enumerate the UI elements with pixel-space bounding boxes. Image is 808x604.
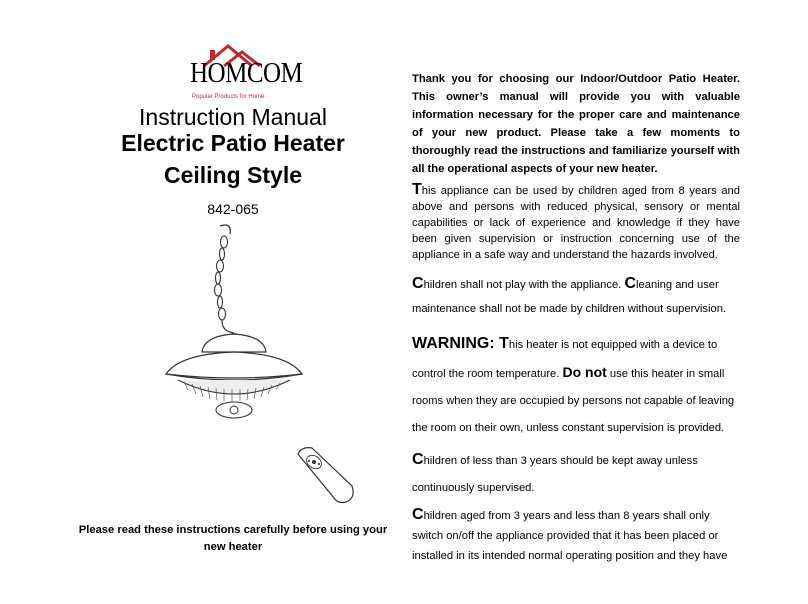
paragraph-text: his heater is not equipped with a device to control the room temperature. [412, 339, 718, 380]
paragraph-text: hildren shall not play with the appliance. [423, 279, 625, 291]
drop-cap: C [624, 275, 637, 292]
intro-panel [412, 0, 740, 604]
warning-line [412, 330, 740, 442]
title-instruction-manual: Instruction Manual [139, 104, 327, 130]
note-line-2: new heater [203, 541, 263, 553]
drop-cap: T [412, 181, 422, 198]
homcom-logo [190, 40, 303, 106]
paragraph-text: use this heater in small rooms when they are occupied by persons not capable of leaving the room on their own, unless constant supervision is provided. [412, 368, 735, 434]
logo-brand: HOMCOM [190, 58, 303, 90]
paragraph-text: hildren of less than 3 years should be kept away unless continuously supervised. [412, 455, 698, 494]
paragraph-children-3-to-8 [412, 505, 740, 566]
do-not-label: Do not [562, 364, 607, 380]
paragraph-text: leaning and user maintenance shall not be made by children without supervision. [412, 279, 727, 315]
paragraph-text: his appliance can be used by children aged from 8 years and above and persons with reduced physical, sensory or mental capabilities or lack of experience and knowledge if they have been given supervision or instruction concerning use of the appliance in a safe way and understand the hazards involved. [412, 185, 740, 261]
ceiling-heater-illustration [160, 222, 310, 432]
model-number: 842-065 [207, 201, 259, 217]
title-product: Electric Patio Heater [121, 130, 345, 156]
paragraph-text: hildren aged from 3 years and less than 8 years shall only switch on/off the appliance provided that it has been placed or installed in its intended normal operating position and they have [412, 510, 728, 562]
read-instructions-note [60, 522, 406, 556]
logo-tagline: Popular Products for Home [192, 94, 265, 100]
drop-cap: C [412, 275, 424, 292]
paragraph-warning [412, 330, 740, 442]
remote-control-illustration [292, 442, 362, 506]
note-line-1: Please read these instructions carefully before using your [78, 524, 388, 536]
drop-cap: T [499, 335, 509, 352]
intro-paragraph: Thank you for choosing our Indoor/Outdoor Patio Heater. This owner’s manual will provide you with valuable information necessary for the proper care and maintenance of your new product. Please take a few moments to thoroughly read the instructions and familiarize yourself with all the operational aspects of your new heater. [412, 73, 740, 175]
paragraph-children-play [412, 272, 740, 321]
paragraph-children-3-years [412, 446, 740, 502]
paragraph-children-8-years [412, 182, 740, 263]
warning-label: WARNING: [412, 335, 500, 352]
drop-cap: C [412, 506, 424, 523]
drop-cap: C [412, 451, 424, 468]
title-style: Ceiling Style [163, 162, 303, 188]
